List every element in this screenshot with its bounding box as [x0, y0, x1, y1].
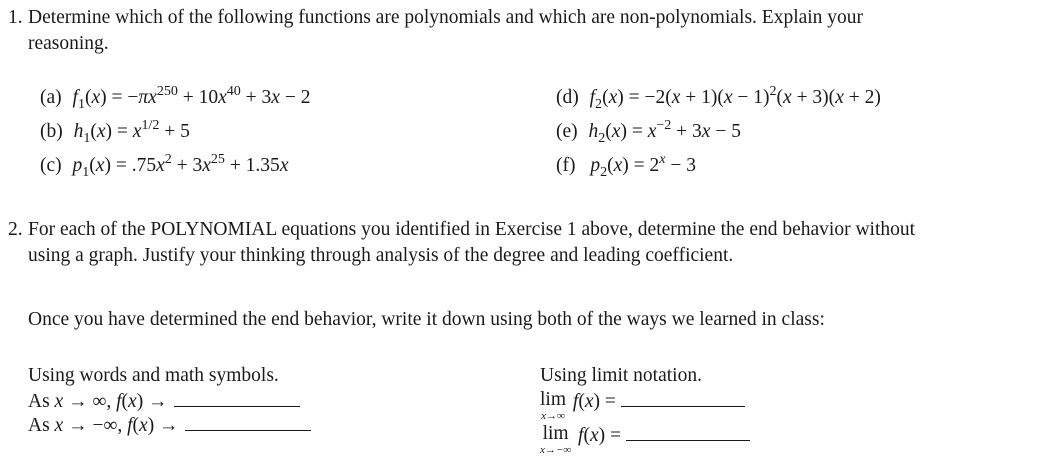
words-heading: Using words and math symbols.: [28, 365, 279, 386]
exercise-2-number: 2.: [8, 219, 23, 240]
lim-subscript: x→∞: [541, 409, 565, 422]
item-label: (e): [556, 121, 578, 142]
limit-line-positive-infinity: [540, 390, 745, 422]
exercise-1-number: 1.: [8, 7, 23, 28]
lim-word: lim: [540, 389, 567, 410]
lim-subscript: x→−∞: [540, 443, 572, 456]
words-line-negative-infinity: [28, 414, 311, 437]
exercise-1-prompt-line-1: Determine which of the following functions are polynomials and which are non-polynomials. Explain your: [28, 7, 864, 28]
item-e: [556, 116, 741, 146]
item-label: (b): [40, 121, 63, 142]
item-formula: $p_1(x) = .75x^2 + 3x^{25} + 1.35x$: [72, 150, 289, 180]
item-c: [40, 150, 289, 180]
item-formula: $f_1(x) = -\pi x^{250} + 10x^{40} + 3x - 2$: [72, 82, 311, 112]
item-f: [556, 150, 697, 180]
limit-operator: [540, 424, 571, 456]
answer-blank[interactable]: [174, 392, 300, 407]
item-formula: $f_2(x) = -2(x + 1)(x - 1)^2(x + 3)(x + 2)$: [589, 82, 881, 112]
answer-blank[interactable]: [626, 426, 750, 441]
exercise-2-prompt-line-2: using a graph. Justify your thinking through analysis of the degree and leading coefficient.: [28, 245, 734, 266]
limit-operator: [540, 390, 566, 422]
words-expression: As x → ∞, f(x) →: [28, 391, 168, 412]
item-a: [40, 82, 311, 112]
item-formula: $h_1(x) = x^{1/2} + 5$: [73, 116, 190, 146]
item-d: [556, 82, 881, 112]
item-label: (f): [556, 155, 576, 176]
exercise-2-instruction: Once you have determined the end behavior, write it down using both of the ways we learned in class:: [28, 309, 825, 330]
item-label: (a): [40, 87, 62, 108]
exercise-1-prompt-line-2: reasoning.: [28, 33, 109, 54]
limit-heading: Using limit notation.: [540, 365, 702, 386]
item-b: [40, 116, 190, 146]
item-label: (d): [556, 87, 579, 108]
item-formula: $p_2(x) = 2^x - 3$: [590, 150, 697, 180]
limit-expression: f(x) =: [572, 391, 616, 412]
limit-expression: f(x) =: [578, 425, 621, 446]
answer-blank[interactable]: [621, 392, 745, 407]
item-label: (c): [40, 155, 62, 176]
exercise-2-prompt-line-1: For each of the POLYNOMIAL equations you identified in Exercise 1 above, determine the end behavior without: [28, 219, 916, 240]
lim-word: lim: [542, 423, 569, 444]
answer-blank[interactable]: [185, 416, 311, 431]
limit-line-negative-infinity: [540, 424, 750, 456]
words-expression: As x → −∞, f(x) →: [28, 415, 179, 436]
item-formula: $h_2(x) = x^{-2} + 3x - 5$: [588, 116, 741, 146]
words-line-positive-infinity: [28, 390, 300, 413]
